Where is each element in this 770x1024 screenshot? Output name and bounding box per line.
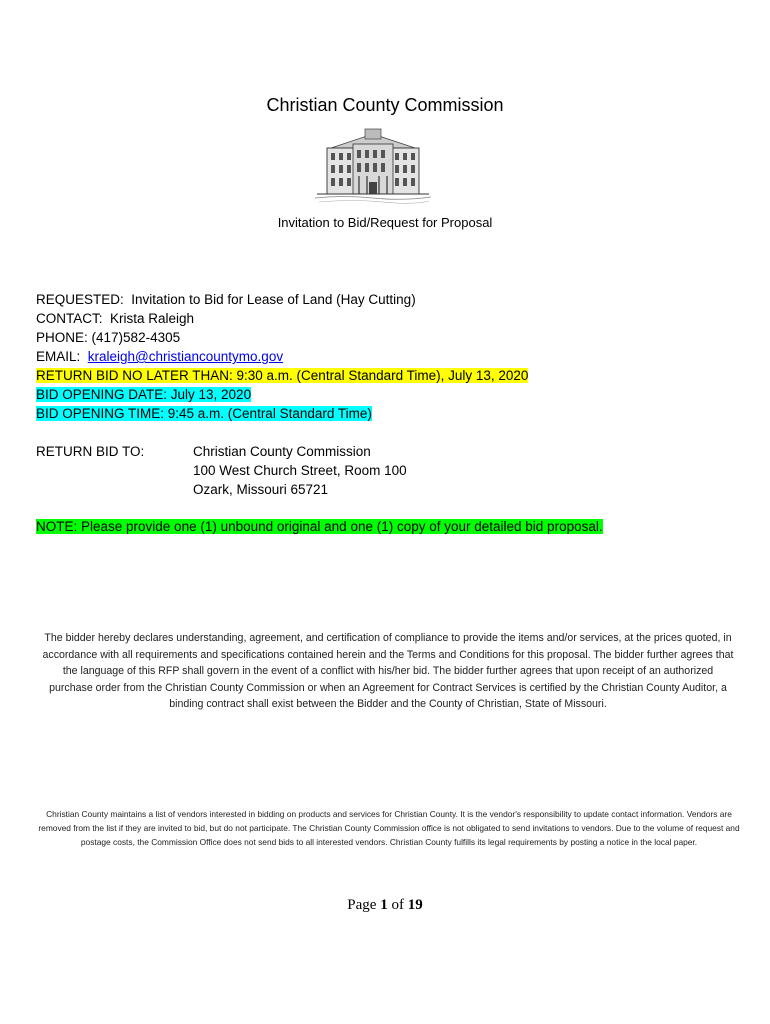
of-word: of	[391, 897, 404, 913]
courthouse-illustration	[313, 126, 433, 204]
address-line-3: Ozark, Missouri 65721	[193, 482, 329, 497]
return-deadline-line	[36, 367, 528, 385]
address-line-2: 100 West Church Street, Room 100	[193, 463, 407, 478]
opening-time: BID OPENING TIME: 9:45 a.m. (Central Standard Time)	[36, 406, 372, 421]
return-deadline: RETURN BID NO LATER THAN: 9:30 a.m. (Central Standard Time), July 13, 2020	[36, 368, 529, 383]
note-text: NOTE: Please provide one (1) unbound original and one (1) copy of your detailed bid proposal.	[36, 519, 603, 534]
note-line	[36, 518, 603, 536]
page-word: Page	[347, 897, 377, 913]
opening-date-line	[36, 386, 251, 404]
address-line-1: Christian County Commission	[193, 444, 371, 459]
contact-line	[36, 310, 194, 328]
requested-label: REQUESTED:	[36, 292, 124, 307]
phone-line	[36, 329, 180, 347]
return-address	[193, 442, 407, 499]
email-line	[36, 348, 283, 366]
document-title: Christian County Commission	[266, 95, 504, 115]
fine-print-paragraph: Christian County maintains a list of vendors interested in bidding on products and services for Christian County. It is the vendor's responsibility to update contact information. Vendors are removed from the list if they are invited to bid, but do not participate. The Christian County Commission office is not obligated to send invitations to vendors. Due to the volume of request and postage costs, the Commission Office does not send bids to all interested vendors. Christian County fulfills its legal requirements by posting a notice in the local paper.	[38, 809, 740, 847]
requested-value: Invitation to Bid for Lease of Land (Hay Cutting)	[131, 292, 416, 307]
declaration-paragraph: The bidder hereby declares understanding, agreement, and certification of compliance to provide the items and/or services, at the prices quoted, in accordance with all requirements and specifications contained herein and the Terms and Conditions for this proposal. The bidder further agrees that the language of this RFP shall govern in the event of a conflict with his/her bid. The bidder further agrees that upon receipt of an authorized purchase order from the Christian County Commission or when an Agreement for Contract Services is certified by the Christian County Auditor, a binding contract shall exist between the Bidder and the County of Christian, State of Missouri.	[42, 632, 734, 710]
contact-value: Krista Raleigh	[110, 311, 195, 326]
phone-label: PHONE:	[36, 330, 88, 345]
document-subtitle: Invitation to Bid/Request for Proposal	[277, 215, 493, 230]
phone-value: (417)582-4305	[91, 330, 181, 345]
email-link[interactable]: kraleigh@christiancountymo.gov	[87, 349, 284, 364]
opening-time-line	[36, 405, 372, 423]
email-label: EMAIL:	[36, 349, 81, 364]
contact-label: CONTACT:	[36, 311, 103, 326]
page-current: 1	[380, 897, 388, 913]
opening-date: BID OPENING DATE: July 13, 2020	[36, 387, 252, 402]
requested-line	[36, 291, 416, 309]
return-to-label: RETURN BID TO:	[36, 444, 145, 459]
page-total: 19	[407, 897, 423, 913]
page-number	[0, 897, 770, 914]
